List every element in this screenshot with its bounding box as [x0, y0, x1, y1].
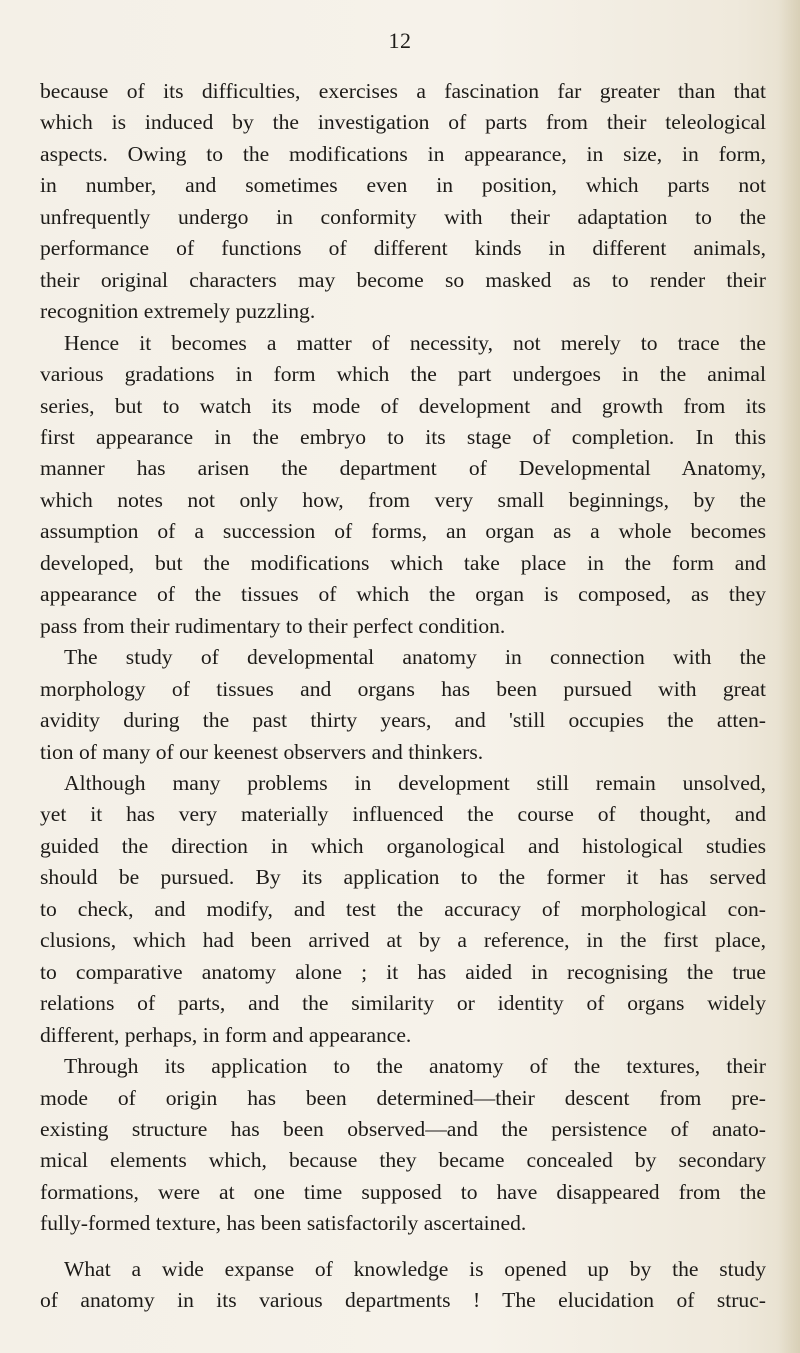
text-line: their original characters may become so masked as to render their	[40, 267, 766, 292]
text-line: guided the direction in which organological and histological studies	[40, 833, 766, 858]
text-line: to check, and modify, and test the accuracy of morphological con-	[40, 896, 766, 921]
text-line: mode of origin has been determined—their descent from pre-	[40, 1085, 766, 1110]
text-line: Although many problems in development still remain unsolved,	[64, 770, 766, 795]
text-line: pass from their rudimentary to their perfect condition.	[40, 613, 506, 638]
text-line: existing structure has been observed—and the persistence of anato-	[40, 1116, 766, 1141]
paragraph	[40, 768, 766, 1051]
text-line: first appearance in the embryo to its stage of completion. In this	[40, 424, 766, 449]
text-line: to comparative anatomy alone ; it has aided in recognising the true	[40, 959, 766, 984]
page-edge-shadow	[778, 0, 800, 1353]
text-line: developed, but the modifications which take place in the form and	[40, 550, 766, 575]
text-line: morphology of tissues and organs has been pursued with great	[40, 676, 766, 701]
text-line: fully-formed texture, has been satisfactorily ascertained.	[40, 1211, 527, 1236]
text-line: mical elements which, because they became concealed by secondary	[40, 1148, 766, 1173]
text-line: aspects. Owing to the modifications in appearance, in size, in form,	[40, 141, 766, 166]
body-text	[40, 76, 766, 1317]
paragraph	[40, 76, 766, 328]
paragraph	[40, 1051, 766, 1240]
text-line: formations, were at one time supposed to have disappeared from the	[40, 1179, 766, 1204]
text-line: different, perhaps, in form and appearance.	[40, 1022, 412, 1047]
text-line: which notes not only how, from very small beginnings, by the	[40, 487, 766, 512]
text-line: which is induced by the investigation of parts from their teleological	[40, 110, 766, 135]
page-number: 12	[388, 28, 412, 53]
text-line: The study of developmental anatomy in connection with the	[64, 645, 766, 670]
text-line: assumption of a succession of forms, an organ as a whole becomes	[40, 519, 766, 544]
text-line: recognition extremely puzzling.	[40, 299, 316, 324]
paragraph-gap	[40, 1240, 766, 1254]
text-line: various gradations in form which the part undergoes in the animal	[40, 362, 766, 387]
paragraph	[40, 642, 766, 768]
paragraph	[40, 1254, 766, 1317]
text-line: avidity during the past thirty years, and 'still occupies the atten-	[40, 708, 766, 733]
text-line: clusions, which had been arrived at by a reference, in the first place,	[40, 928, 766, 953]
text-line: in number, and sometimes even in position, which parts not	[40, 173, 766, 198]
paragraph	[40, 328, 766, 643]
text-line: What a wide expanse of knowledge is opened up by the study	[64, 1256, 766, 1281]
text-line: series, but to watch its mode of development and growth from its	[40, 393, 766, 418]
text-line: yet it has very materially influenced the course of thought, and	[40, 802, 766, 827]
text-line: appearance of the tissues of which the organ is composed, as they	[40, 582, 766, 607]
text-line: relations of parts, and the similarity or identity of organs widely	[40, 991, 766, 1016]
text-line: performance of functions of different kinds in different animals,	[40, 236, 766, 261]
text-line: unfrequently undergo in conformity with their adaptation to the	[40, 204, 766, 229]
text-line: tion of many of our keenest observers and thinkers.	[40, 739, 484, 764]
text-line: of anatomy in its various departments ! The elucidation of struc-	[40, 1288, 766, 1313]
text-line: manner has arisen the department of Developmental Anatomy,	[40, 456, 766, 481]
text-line: should be pursued. By its application to the former it has served	[40, 865, 766, 890]
text-line: Hence it becomes a matter of necessity, not merely to trace the	[64, 330, 766, 355]
text-line: Through its application to the anatomy of the textures, their	[64, 1054, 766, 1079]
text-line: because of its difficulties, exercises a fascination far greater than that	[40, 79, 766, 103]
